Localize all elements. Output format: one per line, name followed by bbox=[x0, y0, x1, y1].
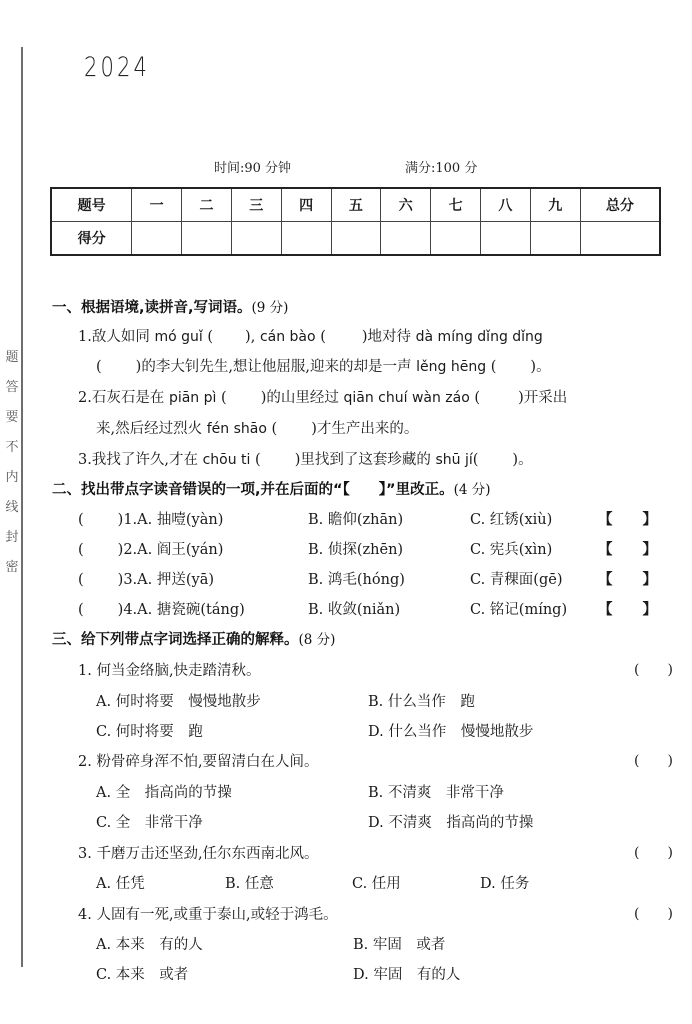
answer-blank[interactable]: ( bbox=[78, 542, 84, 558]
option-c: C. 铭记(míng) bbox=[470, 602, 568, 618]
question-text: )。 bbox=[512, 452, 533, 468]
table-header-cell: 二 bbox=[182, 188, 232, 222]
option-c: C. 任用 bbox=[352, 876, 401, 892]
answer-blank[interactable]: ( bbox=[78, 512, 84, 528]
correction-bracket[interactable] bbox=[598, 538, 657, 559]
s2-item-1 bbox=[78, 508, 223, 529]
section-1-title bbox=[52, 296, 288, 317]
answer-blank[interactable]: ( ) bbox=[634, 662, 673, 678]
question-text: ), bbox=[245, 329, 256, 345]
s1-q1-line2 bbox=[96, 355, 551, 376]
answer-blank[interactable]: ( bbox=[490, 359, 497, 375]
item-number: )3. bbox=[117, 572, 138, 588]
bracket-close: 】 bbox=[642, 602, 657, 618]
section-title-text: 二、找出带点字读音错误的一项,并在后面的“【 】”里改正。 bbox=[52, 482, 454, 498]
option-b: B. 牢固 或者 bbox=[353, 937, 446, 953]
table-header-cell: 九 bbox=[530, 188, 580, 222]
option-a: A. 押送(yā) bbox=[137, 572, 215, 588]
option-b: B. 侦探(zhēn) bbox=[308, 542, 404, 558]
s1-q1-line1 bbox=[78, 325, 543, 346]
option-d: D. 不清爽 指高尚的节操 bbox=[368, 815, 534, 831]
pinyin: fén shāo bbox=[206, 421, 267, 437]
option-b: B. 瞻仰(zhān) bbox=[308, 512, 404, 528]
question-text: )地对待 bbox=[361, 329, 412, 345]
option-c: C. 宪兵(xìn) bbox=[470, 542, 553, 558]
pinyin: mó guǐ bbox=[154, 329, 203, 345]
question-text: )的山里经过 bbox=[260, 390, 339, 406]
seal-char: 密 bbox=[5, 560, 19, 575]
seal-char: 线 bbox=[5, 500, 19, 515]
section-3-title bbox=[52, 628, 335, 649]
option-a: A. 本来 有的人 bbox=[96, 937, 203, 953]
option-a: A. 阎王(yán) bbox=[137, 542, 224, 558]
pinyin: lěng hēng bbox=[416, 359, 487, 375]
exam-time: 时间:90 分钟 bbox=[214, 161, 292, 176]
pinyin: qiān chuí wàn záo bbox=[343, 390, 470, 406]
answer-blank[interactable]: ( bbox=[207, 329, 214, 345]
seal-char: 题 bbox=[5, 350, 19, 365]
section-points: (4 分) bbox=[453, 482, 491, 498]
answer-blank[interactable]: ( bbox=[221, 390, 227, 406]
section-points: (9 分) bbox=[251, 300, 289, 316]
score-table bbox=[50, 187, 661, 256]
bracket-close: 】 bbox=[642, 512, 657, 528]
table-header-cell: 一 bbox=[132, 188, 182, 222]
exam-year: 2024 bbox=[84, 52, 151, 83]
question-text: 敌人如同 bbox=[91, 329, 150, 345]
bracket-open: 【 bbox=[598, 542, 613, 558]
answer-blank[interactable]: ( bbox=[474, 390, 481, 406]
section-title-text: 一、根据语境,读拼音,写词语。 bbox=[52, 300, 252, 316]
score-cell[interactable] bbox=[481, 222, 531, 256]
answer-blank[interactable]: ( bbox=[78, 572, 84, 588]
section-2-title bbox=[52, 478, 491, 499]
pinyin: piān pì bbox=[168, 390, 217, 406]
seal-char: 答 bbox=[5, 380, 19, 395]
s2-item-4 bbox=[78, 598, 245, 619]
option-b: B. 鸿毛(hóng) bbox=[308, 572, 405, 588]
pinyin: shū jí bbox=[435, 452, 473, 468]
option-d: D. 什么当作 慢慢地散步 bbox=[368, 724, 534, 740]
table-header-cell: 七 bbox=[431, 188, 481, 222]
option-d: D. 任务 bbox=[480, 876, 530, 892]
score-cell[interactable] bbox=[182, 222, 232, 256]
answer-blank[interactable]: ( bbox=[472, 452, 479, 468]
option-d: D. 牢固 有的人 bbox=[353, 967, 461, 983]
score-cell[interactable] bbox=[331, 222, 381, 256]
table-header-cell: 题号 bbox=[51, 188, 132, 222]
section-title-text: 三、给下列带点字词选择正确的解释。 bbox=[52, 632, 299, 648]
score-cell[interactable] bbox=[132, 222, 182, 256]
option-c: C. 本来 或者 bbox=[96, 967, 189, 983]
s3-q3-stem: 3. 千磨万击还坚劲,任尔东西南北风。 bbox=[78, 846, 319, 862]
question-text: )里找到了这套珍藏的 bbox=[294, 452, 431, 468]
item-number: )1. bbox=[117, 512, 138, 528]
table-header-cell: 总分 bbox=[580, 188, 660, 222]
correction-bracket[interactable] bbox=[598, 508, 657, 529]
question-number: 3. bbox=[78, 452, 92, 468]
question-text: )的李大钊先生,想让他屈服,迎来的却是一声 bbox=[135, 359, 412, 375]
s1-q2-line2 bbox=[96, 417, 418, 438]
option-a: A. 搪瓷碗(táng) bbox=[137, 602, 245, 618]
option-b: B. 不清爽 非常干净 bbox=[368, 785, 504, 801]
answer-blank[interactable]: ( bbox=[320, 329, 326, 345]
question-number: 1. bbox=[78, 329, 92, 345]
question-number: 2. bbox=[78, 390, 92, 406]
correction-bracket[interactable] bbox=[598, 568, 657, 589]
question-text: )开采出 bbox=[518, 390, 568, 406]
score-table-score-row bbox=[51, 222, 660, 256]
s3-q4-stem: 4. 人固有一死,或重于泰山,或轻于鸿毛。 bbox=[78, 907, 338, 923]
score-row-label: 得分 bbox=[51, 222, 132, 256]
s1-q2-line1 bbox=[78, 386, 567, 407]
question-text: 来,然后经过烈火 bbox=[96, 421, 203, 437]
option-b: B. 任意 bbox=[225, 876, 274, 892]
question-text: 我找了许久,才在 bbox=[91, 452, 198, 468]
s3-q2-stem: 2. 粉骨碎身浑不怕,要留清白在人间。 bbox=[78, 754, 319, 770]
table-header-cell: 三 bbox=[231, 188, 281, 222]
score-cell[interactable] bbox=[231, 222, 281, 256]
bracket-open: 【 bbox=[598, 572, 613, 588]
score-cell[interactable] bbox=[381, 222, 431, 256]
table-header-cell: 四 bbox=[281, 188, 331, 222]
seal-char: 不 bbox=[5, 440, 19, 455]
bracket-open: 【 bbox=[598, 512, 613, 528]
answer-blank[interactable]: ( ) bbox=[634, 753, 673, 769]
option-c: C. 青稞面(gē) bbox=[470, 572, 563, 588]
seal-line-notice bbox=[4, 350, 20, 576]
s3-q1-stem: 1. 何当金络脑,快走踏清秋。 bbox=[78, 663, 261, 679]
exam-full-score: 满分:100 分 bbox=[405, 161, 478, 176]
bracket-close: 】 bbox=[642, 572, 657, 588]
table-header-cell: 六 bbox=[381, 188, 431, 222]
answer-blank[interactable]: ( bbox=[78, 602, 84, 618]
question-text: 石灰石是在 bbox=[91, 390, 165, 406]
score-cell[interactable] bbox=[530, 222, 580, 256]
question-text: )才生产出来的。 bbox=[311, 421, 419, 437]
score-cell[interactable] bbox=[281, 222, 331, 256]
option-a: A. 何时将要 慢慢地散步 bbox=[96, 694, 261, 710]
s2-item-3 bbox=[78, 568, 214, 589]
answer-blank[interactable]: ( ) bbox=[634, 845, 673, 861]
section-points: (8 分) bbox=[298, 632, 336, 648]
option-c: C. 红锈(xiù) bbox=[470, 512, 553, 528]
answer-blank[interactable]: ( bbox=[271, 421, 278, 437]
table-header-cell: 五 bbox=[331, 188, 381, 222]
score-cell[interactable] bbox=[580, 222, 660, 256]
seal-char: 内 bbox=[5, 470, 19, 485]
pinyin: chōu ti bbox=[202, 452, 251, 468]
item-number: )2. bbox=[117, 542, 138, 558]
seal-char: 要 bbox=[5, 410, 19, 425]
bracket-open: 【 bbox=[598, 602, 613, 618]
item-number: )4. bbox=[117, 602, 138, 618]
option-a: A. 任凭 bbox=[96, 876, 145, 892]
answer-blank[interactable]: ( ) bbox=[634, 906, 673, 922]
s2-item-2 bbox=[78, 538, 223, 559]
correction-bracket[interactable] bbox=[598, 598, 657, 619]
question-text: )。 bbox=[530, 359, 551, 375]
option-c: C. 全 非常干净 bbox=[96, 815, 203, 831]
answer-blank[interactable]: ( bbox=[255, 452, 261, 468]
seal-char: 封 bbox=[5, 530, 19, 545]
option-c: C. 何时将要 跑 bbox=[96, 724, 203, 740]
binding-margin-line bbox=[21, 47, 23, 967]
option-b: B. 收敛(niǎn) bbox=[308, 602, 401, 618]
score-cell[interactable] bbox=[431, 222, 481, 256]
s1-q3-line bbox=[78, 448, 533, 469]
score-table-header-row bbox=[51, 188, 660, 222]
answer-blank[interactable]: ( bbox=[96, 359, 102, 375]
option-a: A. 抽噎(yàn) bbox=[137, 512, 224, 528]
pinyin: cán bào bbox=[259, 329, 316, 345]
option-a: A. 全 指高尚的节操 bbox=[96, 785, 232, 801]
table-header-cell: 八 bbox=[481, 188, 531, 222]
bracket-close: 】 bbox=[642, 542, 657, 558]
option-b: B. 什么当作 跑 bbox=[368, 694, 475, 710]
pinyin: dà míng dǐng dǐng bbox=[415, 329, 543, 345]
